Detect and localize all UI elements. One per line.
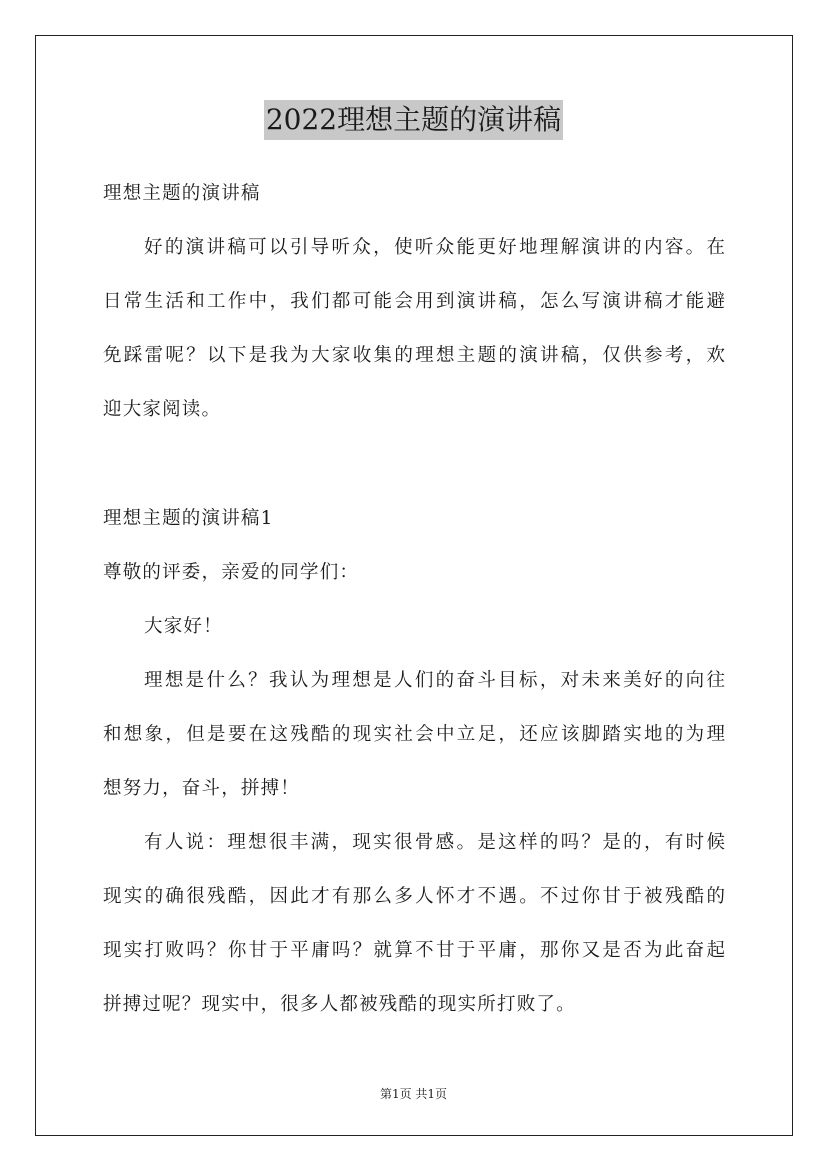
- para2-line-4: 拼搏过呢？现实中，很多人都被残酷的现实所打败了。: [103, 994, 576, 1015]
- subtitle: 理想主题的演讲稿: [103, 183, 261, 204]
- para1-line-2: 和想象，但是要在这残酷的现实社会中立足，还应该脚踏实地的为理: [103, 724, 725, 745]
- para1-line-1: 理想是什么？我认为理想是人们的奋斗目标，对未来美好的向往: [144, 670, 725, 691]
- intro-line-4: 迎大家阅读。: [103, 399, 222, 420]
- document-title: 2022理想主题的演讲稿: [264, 100, 563, 140]
- title-container: [0, 100, 827, 140]
- section-heading: 理想主题的演讲稿1: [103, 508, 274, 529]
- intro-line-2: 日常生活和工作中，我们都可能会用到演讲稿，怎么写演讲稿才能避: [103, 291, 725, 312]
- para2-line-2: 现实的确很残酷，因此才有那么多人怀才不遇。不过你甘于被残酷的: [103, 886, 725, 907]
- intro-line-1: 好的演讲稿可以引导听众，使听众能更好地理解演讲的内容。在: [144, 237, 725, 258]
- para2-line-3: 现实打败吗？你甘于平庸吗？就算不甘于平庸，那你又是否为此奋起: [103, 940, 725, 961]
- greeting: 大家好！: [144, 616, 223, 637]
- para1-line-3: 想努力，奋斗，拼搏！: [103, 778, 301, 799]
- para2-line-1: 有人说：理想很丰满，现实很骨感。是这样的吗？是的，有时候: [144, 832, 725, 853]
- salutation: 尊敬的评委，亲爱的同学们：: [103, 562, 360, 583]
- intro-line-3: 免踩雷呢？以下是我为大家收集的理想主题的演讲稿，仅供参考，欢: [103, 345, 725, 366]
- page-footer: 第1页 共1页: [379, 1087, 448, 1101]
